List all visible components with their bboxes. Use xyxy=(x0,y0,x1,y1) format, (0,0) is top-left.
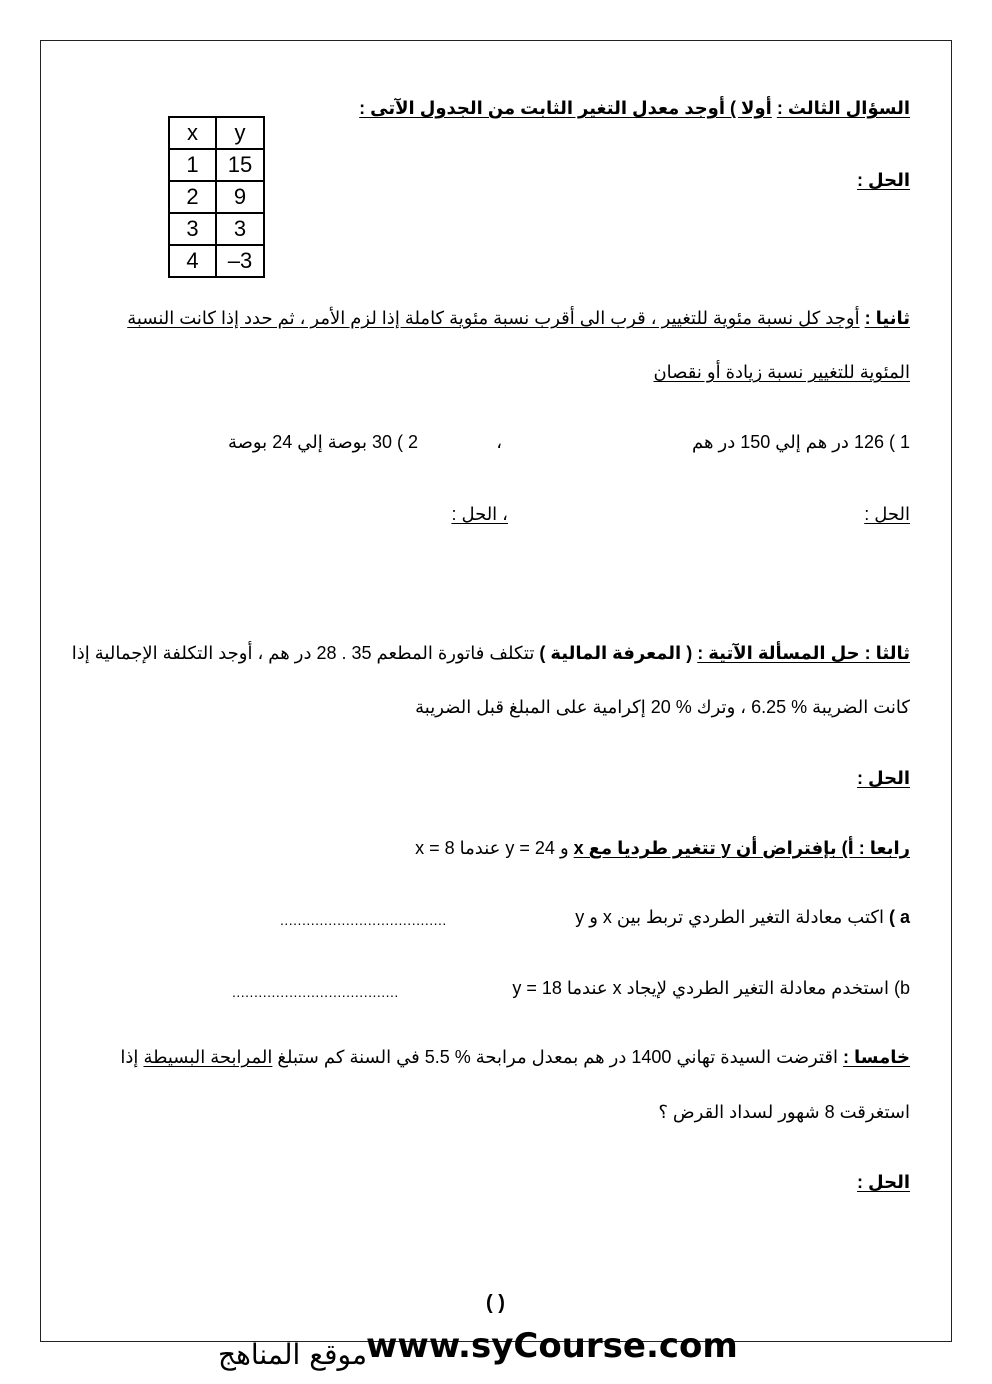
second-item1: 1 ) 126 در هم إلي 150 در هم xyxy=(692,432,910,452)
table-row xyxy=(169,213,264,245)
table-header-y: y xyxy=(216,117,264,149)
second-part-line2: المئوية للتغيير نسبة زيادة أو نقصان xyxy=(653,362,910,382)
table-cell: 1 xyxy=(169,149,216,181)
second-comma: ، xyxy=(496,432,502,452)
question-three-title: السؤال الثالث : أولا ) أوجد معدل التغير الثابت من الجدول الآتى : xyxy=(359,98,910,118)
fourth-part-title: رابعا : أ) بإفتراض أن y تتغير طرديا مع x و 24 = y عندما 8 = x xyxy=(415,838,910,858)
third-solution: الحل : xyxy=(857,768,910,788)
table-row xyxy=(169,149,264,181)
table-cell: –3 xyxy=(216,245,264,277)
page-number: ( ) xyxy=(486,1292,505,1314)
table-cell: 3 xyxy=(169,213,216,245)
fourth-b: b) استخدم معادلة التغير الطردي لإيجاد x عندما y = 18 xyxy=(512,978,910,998)
fifth-solution: الحل : xyxy=(857,1172,910,1192)
fifth-part-line2: استغرقت 8 شهور لسداد القرض ؟ xyxy=(658,1102,910,1122)
table-cell: 2 xyxy=(169,181,216,213)
table-row xyxy=(169,181,264,213)
fourth-a: a ) اكتب معادلة التغير الطردي تربط بين x و y xyxy=(575,907,910,927)
site-watermark: www.syCourse.com xyxy=(366,1326,738,1366)
table-cell: 15 xyxy=(216,149,264,181)
solution-label: الحل : xyxy=(857,170,910,190)
table-row xyxy=(169,245,264,277)
table-header-row xyxy=(169,117,264,149)
fourth-a-answer-dots: ...................................... xyxy=(280,912,447,928)
fifth-part-line1: خامسا : اقترضت السيدة تهاني 1400 در هم بمعدل مرابحة % 5.5 في السنة كم ستبلغ المرابحة البسيطة إذا xyxy=(120,1047,910,1067)
second-item2: 2 ) 30 بوصة إلي 24 بوصة xyxy=(227,432,418,452)
second-solution-a: الحل : xyxy=(864,504,910,524)
third-part-line1: ثالثا : حل المسألة الآتية : ( المعرفة المالية ) تتكلف فاتورة المطعم 35 . 28 در هم ، أوجد التكلفة الإجمالية إذا xyxy=(71,643,910,663)
second-solution-b: ، الحل : xyxy=(451,504,508,524)
fourth-b-answer-dots: ...................................... xyxy=(232,984,399,1000)
site-watermark-arabic: موقع المناهج xyxy=(218,1338,367,1371)
xy-table xyxy=(168,116,265,278)
table-cell: 3 xyxy=(216,213,264,245)
table-cell: 9 xyxy=(216,181,264,213)
table-cell: 4 xyxy=(169,245,216,277)
second-part-line1: ثانيا : أوجد كل نسبة مئوية للتغيير ، قرب الى أقرب نسبة مئوية كاملة إذا لزم الأمر ، ثم حدد إذا كانت النسبة xyxy=(127,308,910,328)
table-header-x: x xyxy=(169,117,216,149)
third-part-line2: كانت الضريبة % 6.25 ، وترك % 20 إكرامية على المبلغ قبل الضريبة xyxy=(415,697,910,717)
